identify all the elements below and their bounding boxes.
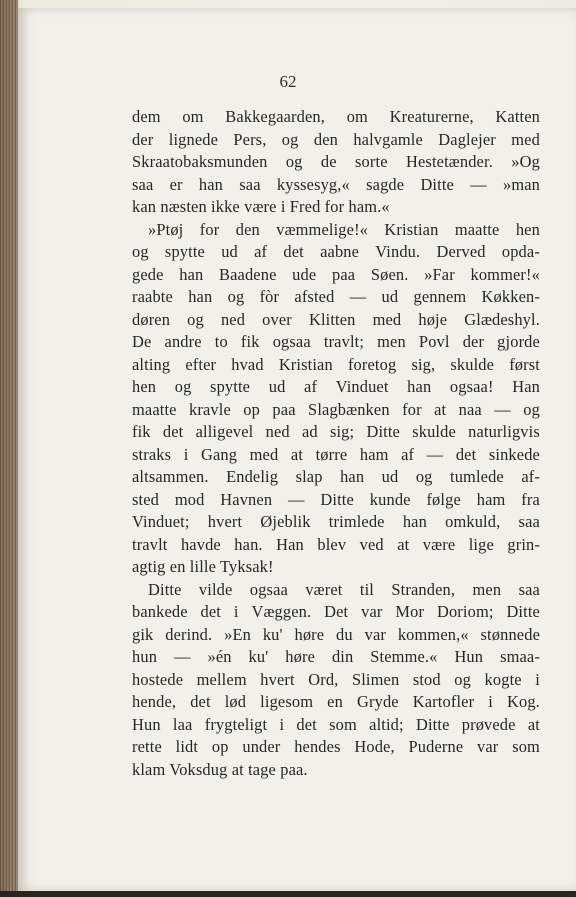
word: Baadene xyxy=(219,264,277,284)
word: — xyxy=(173,647,191,666)
word: »Far xyxy=(424,264,455,284)
word: mellem xyxy=(196,669,247,689)
word: og xyxy=(174,377,192,396)
word: aabne xyxy=(320,242,360,261)
word: Hun xyxy=(454,647,484,666)
word: bankede xyxy=(132,602,188,621)
word: Ditte xyxy=(506,602,540,621)
word: travlt xyxy=(132,534,168,554)
word: høje xyxy=(418,309,448,329)
word: væmmelige!« xyxy=(276,219,369,239)
word: ved xyxy=(359,534,384,554)
text-line xyxy=(132,759,540,782)
word: paa xyxy=(331,264,356,284)
word: hun xyxy=(132,647,158,666)
word: at xyxy=(290,444,304,464)
text-line xyxy=(132,354,540,377)
word: den xyxy=(313,129,338,149)
word: ligesom xyxy=(260,692,314,711)
word: Daglejer xyxy=(438,129,496,149)
word: Endelig xyxy=(226,467,279,486)
page-number: 62 xyxy=(279,72,297,91)
word: var xyxy=(477,737,499,756)
word: og xyxy=(415,467,433,486)
word: været xyxy=(305,579,343,599)
word: ku' xyxy=(262,624,283,644)
word: det xyxy=(162,422,184,441)
word: det xyxy=(296,714,317,734)
word: ku' xyxy=(248,647,269,666)
word: om xyxy=(346,107,368,126)
word: du xyxy=(336,624,353,644)
word: hen xyxy=(515,219,540,239)
word: »man xyxy=(502,174,540,194)
word: og xyxy=(523,399,540,419)
text-line xyxy=(132,534,540,557)
word: Kartofler xyxy=(412,692,475,711)
word: saa xyxy=(239,174,261,194)
word: Puderne xyxy=(408,737,464,756)
word: Katten xyxy=(495,107,540,126)
word: hvert xyxy=(260,669,295,689)
text-line xyxy=(132,399,540,422)
word: Hode, xyxy=(354,737,395,756)
word: men xyxy=(472,579,502,599)
word: at xyxy=(434,399,447,419)
word: Derved xyxy=(436,242,486,261)
word: Ditte xyxy=(320,489,354,509)
word: Vinduet; xyxy=(132,512,190,531)
word: opda- xyxy=(501,242,540,261)
word: sig; xyxy=(329,422,355,441)
word: havde xyxy=(180,534,221,554)
word: der xyxy=(462,332,485,351)
text-line xyxy=(132,736,540,759)
word: Han xyxy=(276,534,304,554)
word: Slimen xyxy=(351,669,400,689)
word: naa xyxy=(458,399,482,419)
word: Hun xyxy=(132,714,161,734)
word: og xyxy=(132,242,149,261)
word: Kristian xyxy=(384,219,439,239)
text-line xyxy=(132,241,540,264)
word: kunde xyxy=(369,489,411,509)
word: ham xyxy=(359,444,389,464)
word: fik xyxy=(132,422,151,441)
word: høre xyxy=(285,647,315,666)
word: og xyxy=(281,129,299,149)
word: først xyxy=(509,354,540,374)
text-line-content: klam Voksdug at tage paa. xyxy=(132,759,308,779)
word: Han xyxy=(512,377,540,396)
word: Ditte xyxy=(366,422,400,441)
scan-bottom-edge xyxy=(0,891,576,897)
word: Povl xyxy=(418,332,450,351)
word: Hestetænder. xyxy=(406,152,493,171)
word: derind. xyxy=(165,624,213,644)
word: »Ptøj xyxy=(148,219,184,239)
word: altid; xyxy=(369,714,404,734)
word: to xyxy=(214,332,228,351)
word: Vindu. xyxy=(375,242,421,261)
word: Glædeshyl. xyxy=(464,309,540,329)
word: ham xyxy=(476,489,506,509)
word: han xyxy=(179,264,204,284)
word: med xyxy=(372,309,402,329)
word: Gryde xyxy=(357,692,399,711)
word: af xyxy=(401,444,415,464)
word: i xyxy=(488,692,493,711)
word: Det xyxy=(324,602,349,621)
word: ud xyxy=(381,467,399,486)
word: kyssesyg,« xyxy=(276,174,350,194)
text-line xyxy=(132,691,540,714)
text-line xyxy=(132,669,540,692)
word: tumlede xyxy=(450,467,504,486)
word: alligevel xyxy=(195,422,254,441)
text-line xyxy=(132,421,540,444)
text-line xyxy=(132,579,540,602)
text-line xyxy=(132,264,540,287)
word: vilde xyxy=(198,579,233,599)
word: afsted xyxy=(294,287,335,306)
text-line xyxy=(132,129,540,152)
body-text xyxy=(132,106,540,781)
word: »En xyxy=(224,624,251,644)
word: om xyxy=(182,107,204,126)
word: prøvede xyxy=(461,714,516,734)
word: hende, xyxy=(132,692,177,711)
word: gik xyxy=(132,624,154,644)
text-line-content: kan næsten ikke være i Fred for ham.« xyxy=(132,197,390,216)
word: ned xyxy=(265,422,290,441)
word: — xyxy=(288,489,305,509)
word: Ord, xyxy=(308,669,339,689)
word: raabte xyxy=(132,287,173,306)
word: og xyxy=(187,309,204,329)
word: saa xyxy=(518,579,540,599)
word: andre xyxy=(164,332,202,351)
word: der xyxy=(132,129,154,149)
word: han. xyxy=(234,534,263,554)
text-line xyxy=(132,309,540,332)
word: alting xyxy=(132,354,171,374)
word: mod xyxy=(174,489,205,509)
word: omkuld, xyxy=(445,512,501,531)
word: din xyxy=(331,647,354,666)
word: kravle xyxy=(189,399,231,419)
word: han xyxy=(340,467,365,486)
word: han xyxy=(407,377,432,396)
word: ogsaa! xyxy=(449,377,494,396)
word: som xyxy=(512,737,540,756)
word: og xyxy=(454,669,471,689)
word: følge xyxy=(426,489,461,509)
word: — xyxy=(349,287,367,306)
word: Øjeblik xyxy=(260,512,311,531)
word: Kristian xyxy=(278,354,333,374)
word: ogsaa xyxy=(272,332,311,351)
word: han xyxy=(402,512,427,531)
word: »én xyxy=(207,647,232,666)
word: straks xyxy=(132,444,172,464)
word: lidt xyxy=(175,737,199,756)
word: Ditte xyxy=(420,174,454,194)
word: kommen,« xyxy=(397,624,469,644)
word: lignede xyxy=(168,129,219,149)
word: hostede xyxy=(132,669,184,689)
word: Klitten xyxy=(308,309,356,329)
word: foretog xyxy=(347,354,397,374)
word: slap xyxy=(295,467,323,486)
word: fòr xyxy=(259,287,280,306)
word: ud xyxy=(381,287,399,306)
word: lige xyxy=(468,534,494,554)
word: det xyxy=(455,444,477,464)
text-line xyxy=(132,444,540,467)
word: Bakkegaarden, xyxy=(225,107,326,126)
word: Ditte xyxy=(148,579,182,599)
word: og xyxy=(227,287,245,306)
word: sted xyxy=(132,489,160,509)
word: Skraatobaksmunden xyxy=(132,152,268,171)
word: den xyxy=(235,219,260,239)
word: sig, xyxy=(411,354,436,374)
word: Stemme.« xyxy=(370,647,438,666)
word: Pers, xyxy=(233,129,267,149)
word: De xyxy=(132,332,152,351)
word: og xyxy=(285,152,303,171)
word: ad xyxy=(301,422,318,441)
text-line xyxy=(132,331,540,354)
word: for xyxy=(402,399,422,419)
word: smaa- xyxy=(500,647,540,666)
word: Gang xyxy=(200,444,238,464)
word: sorte xyxy=(355,152,388,171)
word: saa xyxy=(518,512,540,531)
word: op xyxy=(211,737,229,756)
word: Kreaturerne, xyxy=(389,107,474,126)
word: det xyxy=(283,242,304,261)
text-line xyxy=(132,376,540,399)
text-line xyxy=(132,601,540,624)
text-line xyxy=(132,646,540,669)
word: maatte xyxy=(132,399,177,419)
word: med xyxy=(511,129,540,149)
word: af xyxy=(304,377,318,396)
word: Havnen xyxy=(220,489,273,509)
word: sinkede xyxy=(488,444,540,464)
text-line xyxy=(132,624,540,647)
word: gennem xyxy=(413,287,467,306)
word: saa xyxy=(132,174,154,194)
word: men xyxy=(377,332,406,351)
word: de xyxy=(320,152,337,171)
word: laa xyxy=(172,714,193,734)
text-line xyxy=(132,286,540,309)
text-line-content: agtig en lille Tyksak! xyxy=(132,557,274,576)
word: blev xyxy=(317,534,347,554)
word: stod xyxy=(412,669,441,689)
word: Ditte xyxy=(415,714,450,734)
word: hvert xyxy=(207,512,243,531)
word: under xyxy=(242,737,281,756)
word: ud xyxy=(268,377,286,396)
word: spytte xyxy=(164,242,205,261)
word: fra xyxy=(521,489,540,509)
word: lød xyxy=(224,692,247,711)
word: tørre xyxy=(315,444,348,464)
word: Mor xyxy=(395,602,425,621)
word: naturligvis xyxy=(468,422,540,441)
book-spine xyxy=(0,0,18,897)
word: det xyxy=(190,692,211,711)
text-line xyxy=(132,489,540,512)
word: af- xyxy=(521,467,540,486)
word: trimlede xyxy=(328,512,385,531)
text-line xyxy=(132,556,540,579)
word: — xyxy=(470,174,487,194)
text-line xyxy=(132,106,540,129)
word: altsammen. xyxy=(132,467,209,486)
word: i xyxy=(183,444,189,464)
word: han xyxy=(188,287,213,306)
word: dem xyxy=(132,107,161,126)
word: spytte xyxy=(210,377,251,396)
word: Stranden, xyxy=(391,579,456,599)
text-line xyxy=(132,219,540,242)
word: var xyxy=(364,624,386,644)
word: at xyxy=(527,714,540,734)
text-line xyxy=(132,151,540,174)
word: op xyxy=(243,399,260,419)
word: skulde xyxy=(450,354,495,374)
word: paa xyxy=(272,399,296,419)
word: hendes xyxy=(294,737,341,756)
word: kogte xyxy=(484,669,522,689)
word: kommer!« xyxy=(470,264,540,284)
word: over xyxy=(262,309,292,329)
word: han xyxy=(198,174,224,194)
word: Søen. xyxy=(370,264,409,284)
word: efter xyxy=(185,354,217,374)
word: ogsaa xyxy=(249,579,288,599)
word: skulde xyxy=(412,422,456,441)
word: med xyxy=(249,444,279,464)
text-line xyxy=(132,196,540,219)
word: ned xyxy=(220,309,246,329)
word: rette xyxy=(132,737,162,756)
word: høre xyxy=(294,624,325,644)
word: travlt; xyxy=(323,332,365,351)
word: i xyxy=(233,602,239,621)
word: hen xyxy=(132,377,157,396)
text-line xyxy=(132,511,540,534)
word: — xyxy=(426,444,444,464)
word: frygteligt xyxy=(204,714,268,734)
word: Kog. xyxy=(507,692,540,711)
word: for xyxy=(199,219,220,239)
word: det xyxy=(200,602,222,621)
word: sagde xyxy=(366,174,405,194)
word: Køkken- xyxy=(481,287,540,306)
text-line xyxy=(132,174,540,197)
word: være xyxy=(422,534,456,554)
word: »Og xyxy=(511,152,540,171)
text-line xyxy=(132,466,540,489)
word: ude xyxy=(292,264,317,284)
word: i xyxy=(279,714,285,734)
text-line xyxy=(132,714,540,737)
word: døren xyxy=(132,309,171,329)
word: var xyxy=(361,602,383,621)
word: af xyxy=(254,242,268,261)
word: stønnede xyxy=(480,624,540,644)
word: maatte xyxy=(454,219,500,239)
word: — xyxy=(494,399,511,419)
word: at xyxy=(397,534,410,554)
word: fik xyxy=(240,332,260,351)
word: gede xyxy=(132,264,164,284)
word: Slagbænken xyxy=(308,399,390,419)
word: i xyxy=(535,669,540,689)
word: til xyxy=(359,579,374,599)
word: Væggen. xyxy=(251,602,312,621)
word: en xyxy=(327,692,343,711)
word: hvad xyxy=(231,354,264,374)
word: Doriom; xyxy=(436,602,494,621)
word: gjorde xyxy=(497,332,540,351)
word: Vinduet xyxy=(335,377,389,396)
word: ud xyxy=(221,242,238,261)
word: er xyxy=(169,174,183,194)
word: som xyxy=(329,714,357,734)
word: grin- xyxy=(507,534,540,554)
word: halvgamle xyxy=(353,129,423,149)
